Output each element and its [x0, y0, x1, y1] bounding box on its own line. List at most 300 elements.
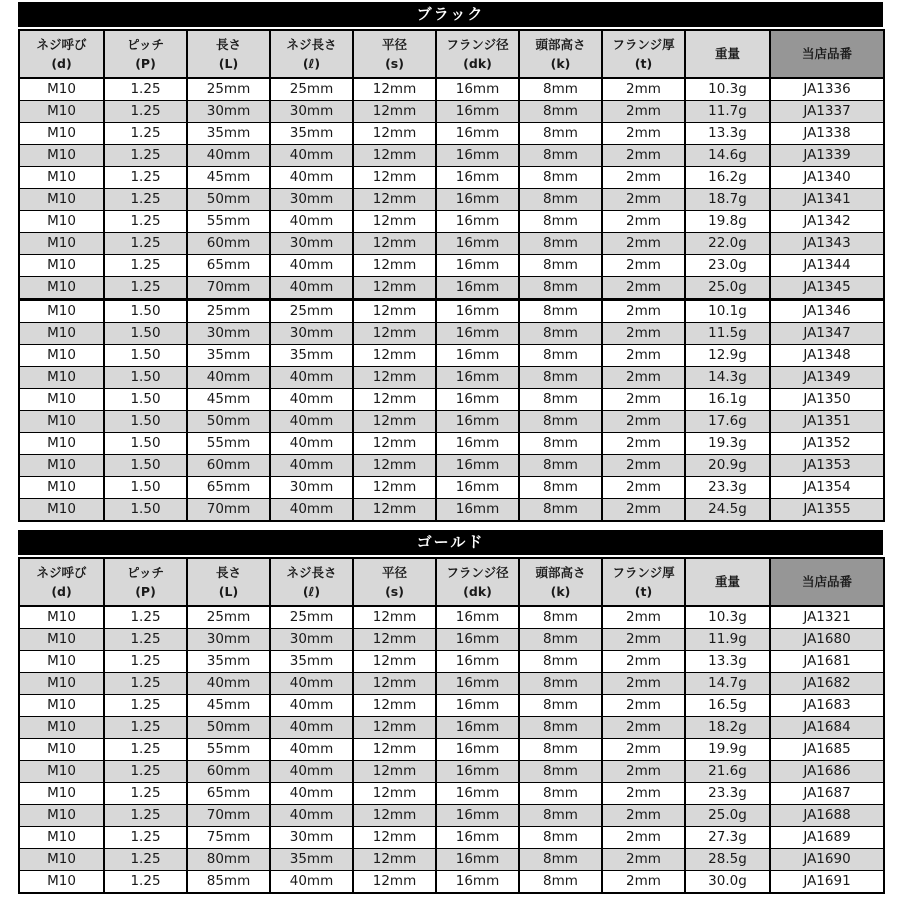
table-cell: 8mm [519, 695, 602, 717]
table-cell: JA1690 [770, 849, 884, 871]
table-cell: 21.6g [685, 761, 770, 783]
table-cell: 8mm [519, 389, 602, 411]
table-cell: 40mm [187, 673, 270, 695]
column-header-label: 当店品番 [801, 574, 852, 590]
table-cell: 8mm [519, 673, 602, 695]
table-cell: 19.8g [685, 211, 770, 233]
table-cell: 22.0g [685, 233, 770, 255]
table-title-black: ブラック [18, 2, 883, 27]
table-cell: 10.3g [685, 78, 770, 101]
table-cell: JA1350 [770, 389, 884, 411]
table-cell: JA1352 [770, 433, 884, 455]
table-row [19, 629, 884, 651]
table-cell: 1.25 [104, 673, 187, 695]
table-row [19, 300, 884, 323]
table-cell: 40mm [187, 145, 270, 167]
table-cell: M10 [19, 255, 104, 277]
table-cell: 12mm [353, 78, 436, 101]
table-cell: 2mm [602, 651, 685, 673]
table-cell: 50mm [187, 411, 270, 433]
table-cell: JA1682 [770, 673, 884, 695]
table-cell: M10 [19, 783, 104, 805]
table-cell: 65mm [187, 477, 270, 499]
table-cell: 19.9g [685, 739, 770, 761]
header-row [19, 30, 884, 78]
spec-table-gold [18, 557, 885, 894]
table-cell: JA1321 [770, 606, 884, 629]
table-cell: 55mm [187, 739, 270, 761]
table-cell: 16.2g [685, 167, 770, 189]
table-cell: 18.7g [685, 189, 770, 211]
table-cell: 70mm [187, 277, 270, 300]
column-header [19, 30, 104, 78]
table-row [19, 255, 884, 277]
table-cell: 2mm [602, 411, 685, 433]
column-header-symbol: (P) [135, 584, 156, 599]
table-cell: 25mm [270, 300, 353, 323]
table-cell: 40mm [270, 739, 353, 761]
column-header [104, 558, 187, 606]
table-cell: JA1686 [770, 761, 884, 783]
column-header-label: ネジ呼び [36, 36, 87, 52]
table-cell: 2mm [602, 827, 685, 849]
table-cell: 17.6g [685, 411, 770, 433]
table-cell: 19.3g [685, 433, 770, 455]
table-cell: 35mm [270, 123, 353, 145]
column-header-label: ピッチ [126, 564, 164, 580]
column-header-label: 平径 [381, 564, 407, 580]
table-cell: 16mm [436, 499, 519, 522]
table-cell: 12mm [353, 123, 436, 145]
table-cell: 2mm [602, 871, 685, 894]
table-cell: 16mm [436, 739, 519, 761]
table-cell: M10 [19, 323, 104, 345]
table-cell: 1.25 [104, 805, 187, 827]
table-cell: 8mm [519, 211, 602, 233]
table-cell: M10 [19, 277, 104, 300]
table-cell: 65mm [187, 255, 270, 277]
table-cell: 12mm [353, 233, 436, 255]
table-cell: JA1353 [770, 455, 884, 477]
table-cell: 12mm [353, 673, 436, 695]
table-cell: JA1689 [770, 827, 884, 849]
table-cell: 25mm [187, 78, 270, 101]
table-row [19, 849, 884, 871]
table-cell: 40mm [270, 673, 353, 695]
table-cell: 35mm [187, 651, 270, 673]
table-cell: 16mm [436, 300, 519, 323]
table-cell: 2mm [602, 739, 685, 761]
column-header [353, 30, 436, 78]
table-cell: 40mm [270, 499, 353, 522]
table-cell: JA1339 [770, 145, 884, 167]
table-cell: 1.50 [104, 433, 187, 455]
table-cell: JA1351 [770, 411, 884, 433]
table-cell: 35mm [270, 651, 353, 673]
table-cell: 40mm [270, 805, 353, 827]
table-cell: 23.3g [685, 477, 770, 499]
column-header-label: 平径 [381, 36, 407, 52]
table-cell: 16mm [436, 211, 519, 233]
table-cell: 16mm [436, 849, 519, 871]
table-cell: JA1348 [770, 345, 884, 367]
column-header [770, 30, 884, 78]
column-header [436, 30, 519, 78]
table-body-gold [19, 606, 884, 893]
table-cell: 16mm [436, 367, 519, 389]
column-header-label: 頭部高さ [535, 564, 586, 580]
table-cell: 35mm [270, 849, 353, 871]
table-cell: 2mm [602, 717, 685, 739]
table-cell: 12mm [353, 255, 436, 277]
column-header-label: ネジ長さ [286, 564, 337, 580]
table-cell: 12mm [353, 783, 436, 805]
table-cell: 8mm [519, 233, 602, 255]
table-cell: 80mm [187, 849, 270, 871]
table-cell: 60mm [187, 455, 270, 477]
table-row [19, 827, 884, 849]
table-cell: 2mm [602, 323, 685, 345]
table-cell: 40mm [270, 411, 353, 433]
table-cell: 16mm [436, 189, 519, 211]
table-cell: M10 [19, 695, 104, 717]
table-cell: 12mm [353, 606, 436, 629]
table-cell: M10 [19, 300, 104, 323]
table-cell: 1.25 [104, 606, 187, 629]
table-cell: 8mm [519, 78, 602, 101]
table-cell: 55mm [187, 433, 270, 455]
table-cell: 2mm [602, 345, 685, 367]
table-cell: M10 [19, 233, 104, 255]
table-cell: JA1341 [770, 189, 884, 211]
table-cell: 8mm [519, 277, 602, 300]
column-header-label: ネジ長さ [286, 36, 337, 52]
table-cell: 13.3g [685, 651, 770, 673]
table-cell: 40mm [270, 455, 353, 477]
table-cell: 2mm [602, 211, 685, 233]
table-cell: 30mm [270, 477, 353, 499]
table-cell: 1.25 [104, 145, 187, 167]
table-cell: M10 [19, 345, 104, 367]
table-row [19, 189, 884, 211]
table-cell: JA1340 [770, 167, 884, 189]
table-cell: 8mm [519, 145, 602, 167]
table-row [19, 411, 884, 433]
table-cell: 1.25 [104, 78, 187, 101]
table-cell: 30mm [187, 101, 270, 123]
table-cell: JA1684 [770, 717, 884, 739]
column-header-symbol: (s) [385, 584, 404, 599]
table-cell: 1.50 [104, 389, 187, 411]
table-cell: 16mm [436, 871, 519, 894]
table-cell: 2mm [602, 783, 685, 805]
table-cell: JA1688 [770, 805, 884, 827]
table-cell: 8mm [519, 167, 602, 189]
table-cell: 2mm [602, 805, 685, 827]
column-header [685, 558, 770, 606]
table-cell: 40mm [270, 761, 353, 783]
table-cell: 40mm [270, 433, 353, 455]
table-cell: 8mm [519, 761, 602, 783]
table-row [19, 78, 884, 101]
table-cell: 18.2g [685, 717, 770, 739]
table-cell: 16mm [436, 433, 519, 455]
table-cell: 2mm [602, 233, 685, 255]
table-cell: M10 [19, 673, 104, 695]
table-cell: 12mm [353, 367, 436, 389]
table-row [19, 345, 884, 367]
table-cell: M10 [19, 606, 104, 629]
column-header [187, 30, 270, 78]
table-row [19, 871, 884, 894]
table-row [19, 783, 884, 805]
table-cell: 12mm [353, 805, 436, 827]
table-title-gold: ゴールド [18, 530, 883, 555]
table-cell: 50mm [187, 717, 270, 739]
table-cell: 2mm [602, 673, 685, 695]
table-cell: 2mm [602, 300, 685, 323]
table-cell: 30mm [270, 323, 353, 345]
table-cell: 14.7g [685, 673, 770, 695]
table-cell: 25mm [270, 78, 353, 101]
table-cell: 35mm [270, 345, 353, 367]
table-cell: M10 [19, 145, 104, 167]
table-cell: 1.50 [104, 455, 187, 477]
table-cell: 16mm [436, 629, 519, 651]
table-cell: 1.50 [104, 345, 187, 367]
table-row [19, 433, 884, 455]
table-cell: 27.3g [685, 827, 770, 849]
table-cell: 12mm [353, 300, 436, 323]
table-row [19, 805, 884, 827]
table-row [19, 455, 884, 477]
table-cell: 40mm [270, 871, 353, 894]
table-cell: 30mm [187, 629, 270, 651]
table-cell: 1.25 [104, 849, 187, 871]
column-header-symbol: (dk) [463, 584, 492, 599]
table-cell: 2mm [602, 606, 685, 629]
column-header [270, 30, 353, 78]
table-cell: JA1337 [770, 101, 884, 123]
table-cell: 25.0g [685, 277, 770, 300]
spec-table-black [18, 29, 885, 522]
table-cell: 2mm [602, 455, 685, 477]
column-header-label: 頭部高さ [535, 36, 586, 52]
table-cell: 70mm [187, 499, 270, 522]
column-header-label: フランジ径 [446, 36, 509, 52]
table-cell: 25.0g [685, 805, 770, 827]
table-cell: 12mm [353, 211, 436, 233]
table-cell: 2mm [602, 255, 685, 277]
table-cell: 12mm [353, 827, 436, 849]
table-cell: JA1691 [770, 871, 884, 894]
table-cell: M10 [19, 167, 104, 189]
table-cell: 2mm [602, 277, 685, 300]
column-header [602, 558, 685, 606]
table-cell: 2mm [602, 389, 685, 411]
table-row [19, 101, 884, 123]
column-header-symbol: (k) [550, 56, 571, 71]
column-header-symbol: (dk) [463, 56, 492, 71]
table-cell: 40mm [270, 211, 353, 233]
table-cell: M10 [19, 651, 104, 673]
table-cell: 40mm [270, 277, 353, 300]
table-cell: M10 [19, 455, 104, 477]
table-cell: 12mm [353, 499, 436, 522]
table-cell: 12mm [353, 277, 436, 300]
column-header-label: 重量 [714, 574, 740, 590]
table-cell: 45mm [187, 695, 270, 717]
table-cell: JA1346 [770, 300, 884, 323]
table-cell: 1.25 [104, 101, 187, 123]
table-cell: 1.25 [104, 277, 187, 300]
table-cell: 16mm [436, 277, 519, 300]
table-cell: 16mm [436, 101, 519, 123]
table-cell: 16mm [436, 805, 519, 827]
table-cell: 16mm [436, 673, 519, 695]
table-cell: 16mm [436, 145, 519, 167]
table-row [19, 167, 884, 189]
table-cell: 16mm [436, 78, 519, 101]
table-cell: M10 [19, 805, 104, 827]
table-cell: 2mm [602, 761, 685, 783]
table-cell: 8mm [519, 606, 602, 629]
table-cell: 16mm [436, 323, 519, 345]
table-cell: 14.6g [685, 145, 770, 167]
table-cell: 1.50 [104, 499, 187, 522]
table-cell: 1.25 [104, 233, 187, 255]
table-cell: 8mm [519, 849, 602, 871]
table-cell: 23.3g [685, 783, 770, 805]
table-row [19, 606, 884, 629]
table-cell: 12mm [353, 651, 436, 673]
table-cell: 1.25 [104, 211, 187, 233]
table-cell: 40mm [270, 367, 353, 389]
table-row [19, 367, 884, 389]
table-cell: 2mm [602, 78, 685, 101]
column-header-label: 重量 [714, 46, 740, 62]
table-cell: JA1683 [770, 695, 884, 717]
table-cell: M10 [19, 717, 104, 739]
table-cell: 16mm [436, 783, 519, 805]
table-cell: 1.50 [104, 411, 187, 433]
table-cell: 28.5g [685, 849, 770, 871]
table-row [19, 145, 884, 167]
table-cell: 8mm [519, 255, 602, 277]
column-header-label: フランジ径 [446, 564, 509, 580]
table-row [19, 233, 884, 255]
table-cell: 16mm [436, 233, 519, 255]
column-header-symbol: (t) [634, 56, 653, 71]
table-cell: 8mm [519, 477, 602, 499]
table-cell: 8mm [519, 739, 602, 761]
table-cell: 40mm [270, 389, 353, 411]
table-cell: 25mm [270, 606, 353, 629]
table-cell: 16mm [436, 717, 519, 739]
table-cell: M10 [19, 123, 104, 145]
table-cell: 12mm [353, 629, 436, 651]
table-cell: M10 [19, 101, 104, 123]
table-row [19, 277, 884, 300]
table-cell: 55mm [187, 211, 270, 233]
table-cell: JA1680 [770, 629, 884, 651]
table-cell: M10 [19, 499, 104, 522]
table-cell: 1.50 [104, 323, 187, 345]
table-cell: JA1355 [770, 499, 884, 522]
table-cell: 12mm [353, 411, 436, 433]
table-cell: 16.5g [685, 695, 770, 717]
table-cell: 1.25 [104, 629, 187, 651]
table-cell: 65mm [187, 783, 270, 805]
table-cell: 45mm [187, 389, 270, 411]
table-cell: M10 [19, 629, 104, 651]
table-cell: 40mm [270, 717, 353, 739]
table-cell: 12mm [353, 477, 436, 499]
table-cell: 8mm [519, 300, 602, 323]
table-cell: 8mm [519, 345, 602, 367]
column-header-symbol: (s) [385, 56, 404, 71]
table-cell: 20.9g [685, 455, 770, 477]
table-row [19, 761, 884, 783]
column-header-symbol: (d) [51, 584, 72, 599]
table-cell: 8mm [519, 101, 602, 123]
column-header [685, 30, 770, 78]
table-cell: 60mm [187, 233, 270, 255]
table-cell: 40mm [187, 367, 270, 389]
table-row [19, 477, 884, 499]
table-cell: 2mm [602, 167, 685, 189]
table-cell: 12mm [353, 389, 436, 411]
column-header-label: フランジ厚 [612, 564, 675, 580]
table-cell: 12mm [353, 345, 436, 367]
table-row [19, 499, 884, 522]
table-cell: 40mm [270, 167, 353, 189]
table-cell: 12mm [353, 717, 436, 739]
table-cell: 8mm [519, 717, 602, 739]
table-block-gold [18, 530, 883, 894]
table-cell: 2mm [602, 477, 685, 499]
column-header [519, 30, 602, 78]
table-cell: 1.25 [104, 651, 187, 673]
table-cell: 12mm [353, 167, 436, 189]
column-header-symbol: (L) [218, 56, 239, 71]
column-header-symbol: (L) [218, 584, 239, 599]
table-cell: 1.25 [104, 123, 187, 145]
column-header [770, 558, 884, 606]
column-header-label: ピッチ [126, 36, 164, 52]
table-cell: 30.0g [685, 871, 770, 894]
table-cell: M10 [19, 849, 104, 871]
column-header [104, 30, 187, 78]
table-cell: 40mm [270, 145, 353, 167]
table-cell: JA1354 [770, 477, 884, 499]
table-cell: 23.0g [685, 255, 770, 277]
column-header-label: 当店品番 [801, 46, 852, 62]
table-cell: 1.25 [104, 695, 187, 717]
column-header [436, 558, 519, 606]
table-cell: 45mm [187, 167, 270, 189]
column-header-symbol: (t) [634, 584, 653, 599]
table-cell: 40mm [270, 255, 353, 277]
table-cell: 12mm [353, 145, 436, 167]
table-cell: 75mm [187, 827, 270, 849]
table-row [19, 651, 884, 673]
column-header-label: 長さ [215, 564, 241, 580]
table-cell: 8mm [519, 499, 602, 522]
table-row [19, 323, 884, 345]
header-row [19, 558, 884, 606]
table-cell: 24.5g [685, 499, 770, 522]
